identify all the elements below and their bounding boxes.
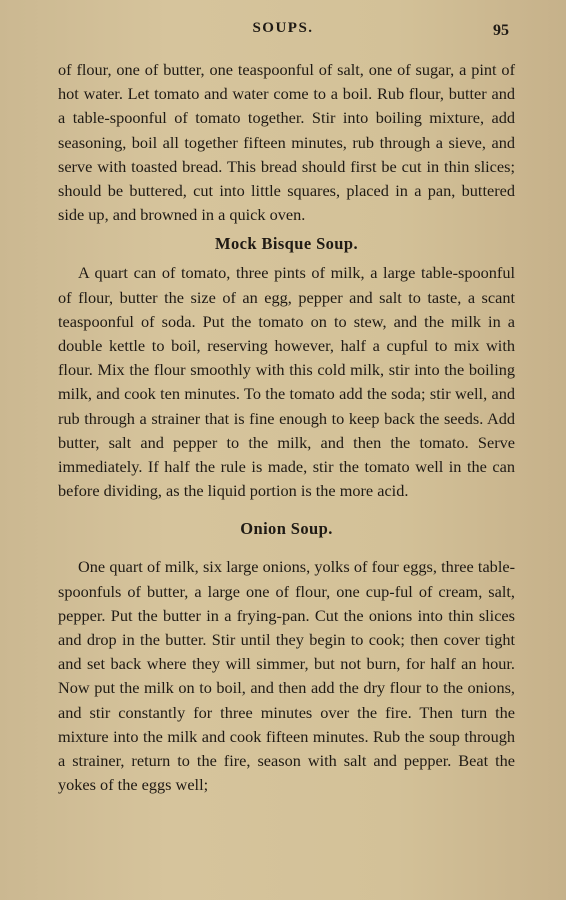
onion-soup-heading: Onion Soup. (240, 519, 333, 539)
mock-bisque-heading: Mock Bisque Soup. (215, 234, 358, 254)
continued-paragraph: of flour, one of butter, one teaspoonful of salt, one of sugar, a pint of hot water. Let tomato and water come to a boil. Rub flour, butter and a table-spoonful of tomato together. Stir into boiling mixture, add seasoning, boil all together fifteen minutes, rub through a sieve, and serve with toasted bread. This bread should first be cut in thin slices; should be buttered, cut into little squares, placed in a pan, buttered side up, and browned in a quick oven. (58, 60, 515, 225)
page-content (58, 58, 515, 797)
page-header (0, 20, 566, 46)
running-head: SOUPS. (252, 20, 314, 36)
onion-soup-paragraph: One quart of milk, six large onions, yolks of four eggs, three table-spoonfuls of butter, a large one of flour, one cup-ful of cream, salt, pepper. Put the butter in a frying-pan. Cut the onions into thin slices and drop in the butter. Stir until they begin to cook; then cover tight and set back where they will simmer, but not burn, for half an hour. Now put the milk on to boil, and then add the dry flour to the onions, and stir constantly for three minutes over the fire. Then turn the mixture into the milk and cook fifteen minutes. Rub the soup through a strainer, return to the fire, season with salt and pepper. Beat the yokes of the eggs well; (58, 557, 515, 795)
mock-bisque-paragraph: A quart can of tomato, three pints of milk, a large table-spoonful of flour, butter the size of an egg, pepper and salt to taste, a scant teaspoonful of soda. Put the tomato on to stew, and the milk in a double kettle to boil, reserving however, half a cupful to mix with flour. Mix the flour smoothly with this cold milk, stir into the boiling milk, and cook ten minutes. To the tomato add the soda; stir well, and rub through a strainer that is fine enough to keep back the seeds. Add butter, salt and pepper to the milk, and then the tomato. Serve immediately. If half the rule is made, stir the tomato well in the can before dividing, as the liquid portion is the more acid. (58, 263, 515, 501)
page-number: 95 (493, 22, 509, 39)
